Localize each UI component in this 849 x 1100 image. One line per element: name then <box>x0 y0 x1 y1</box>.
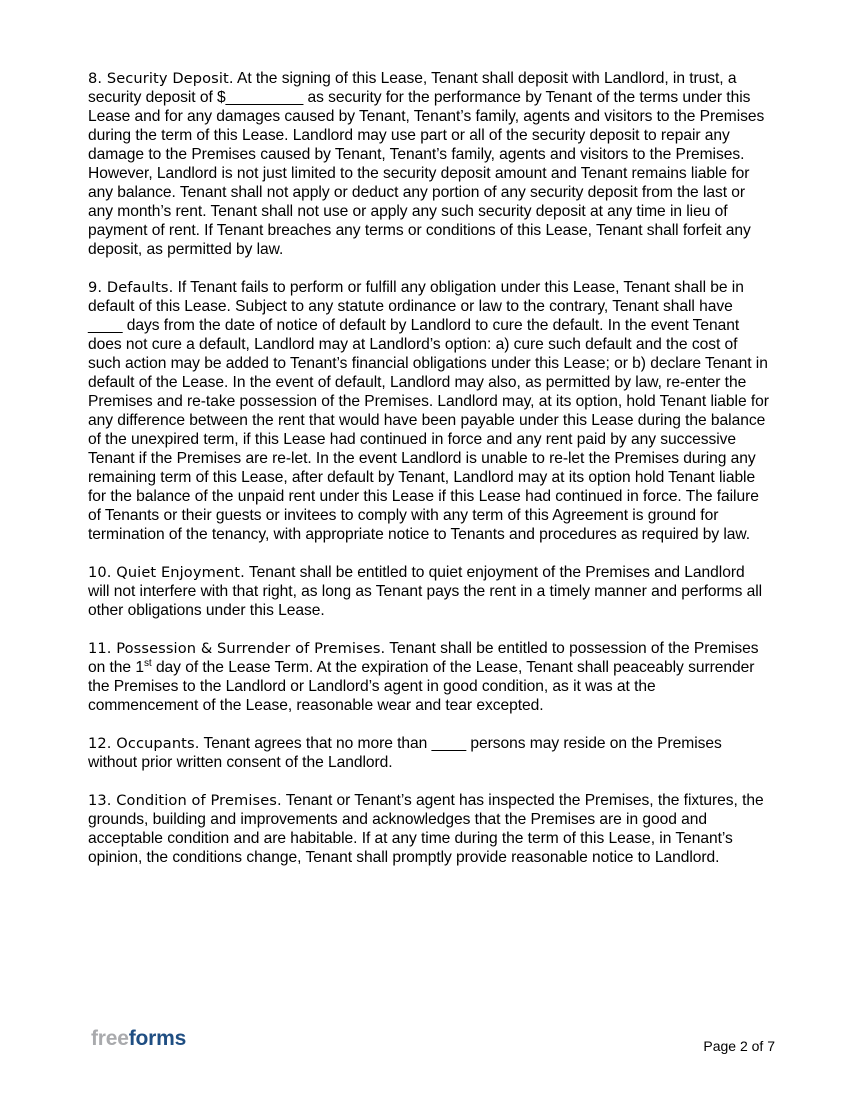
section-possession-surrender <box>88 639 770 715</box>
lease-content <box>88 69 770 886</box>
section-body: If Tenant fails to perform or fulfill any obligation under this Lease, Tenant shall be in default of this Lease. Subject to any statute ordinance or law to the contrary, Tenant shall have ____ days from the date of notice of default by Landlord to cure the default. In the event Tenant does not cure a default, Landlord may at Landlord’s option: a) cure such default and the cost of such action may be added to Tenant’s financial obligations under this Lease; or b) declare Tenant in default of the Lease. In the event of default, Landlord may also, as permitted by law, re-enter the Premises and re-take possession of the Premises. Landlord may, at its option, hold Tenant liable for any difference between the rent that would have been payable under this Lease during the balance of the unexpired term, if this Lease had continued in force and any rent paid by any successive Tenant if the Premises are re-let. In the event Landlord is unable to re-let the Premises during any remaining term of this Lease, after default by Tenant, Landlord may at its option hold Tenant liable for the balance of the unpaid rent under this Lease if this Lease had continued in force. The failure of Tenants or their guests or invitees to comply with any term of this Agreement is ground for termination of the tenancy, with appropriate notice to Tenants and procedures as required by law. <box>88 279 769 543</box>
section-body: Tenant shall be entitled to possession of the Premises on the 1 <box>88 640 759 676</box>
section-body: Tenant or Tenant’s agent has inspected the Premises, the fixtures, the grounds, building and improvements and acknowledges that the Premises are in good and acceptable condition and are habitable. If at any time during the term of this Lease, in Tenant’s opinion, the conditions change, Tenant shall promptly provide reasonable notice to Landlord. <box>88 792 764 866</box>
logo-free-text: free <box>91 1027 129 1050</box>
section-defaults <box>88 278 770 544</box>
section-heading: 12. Occupants. <box>88 735 200 752</box>
section-heading: 13. Condition of Premises. <box>88 792 282 809</box>
logo-forms-text: forms <box>128 1027 187 1050</box>
section-body: Tenant agrees that no more than ____ persons may reside on the Premises without prior written consent of the Landlord. <box>88 735 722 771</box>
section-body-continued: day of the Lease Term. At the expiration of the Lease, Tenant shall peaceably surrender the Premises to the Landlord or Landlord’s agent in good condition, as it was at the commencement of the Lease, reasonable wear and tear excepted. <box>88 659 755 714</box>
section-occupants <box>88 734 770 772</box>
section-heading: 11. Possession & Surrender of Premises. <box>88 640 386 657</box>
section-security-deposit <box>88 69 770 259</box>
freeforms-logo <box>91 1027 186 1051</box>
section-condition-of-premises <box>88 791 770 867</box>
section-body: Tenant shall be entitled to quiet enjoyment of the Premises and Landlord will not interfere with that right, as long as Tenant pays the rent in a timely manner and performs all other obligations under this Lease. <box>88 564 763 619</box>
section-quiet-enjoyment <box>88 563 770 620</box>
section-heading: 8. Security Deposit. <box>88 70 234 87</box>
section-heading: 10. Quiet Enjoyment. <box>88 564 245 581</box>
page-number: Page 2 of 7 <box>703 1038 775 1054</box>
section-body: At the signing of this Lease, Tenant shall deposit with Landlord, in trust, a security deposit of $_________ as security for the performance by Tenant of the terms under this Lease and for any damages caused by Tenant, Tenant’s family, agents and visitors to the Premises during the term of this Lease. Landlord may use part or all of the security deposit to repair any damage to the Premises caused by Tenant, Tenant’s family, agents and visitors to the Premises. However, Landlord is not just limited to the security deposit amount and Tenant remains liable for any balance. Tenant shall not apply or deduct any portion of any security deposit from the last or any month’s rent. Tenant shall not use or apply any such security deposit at any time in lieu of payment of rent. If Tenant breaches any terms or conditions of this Lease, Tenant shall forfeit any deposit, as permitted by law. <box>88 70 765 258</box>
ordinal-suffix: st <box>143 657 152 669</box>
section-heading: 9. Defaults. <box>88 279 174 296</box>
